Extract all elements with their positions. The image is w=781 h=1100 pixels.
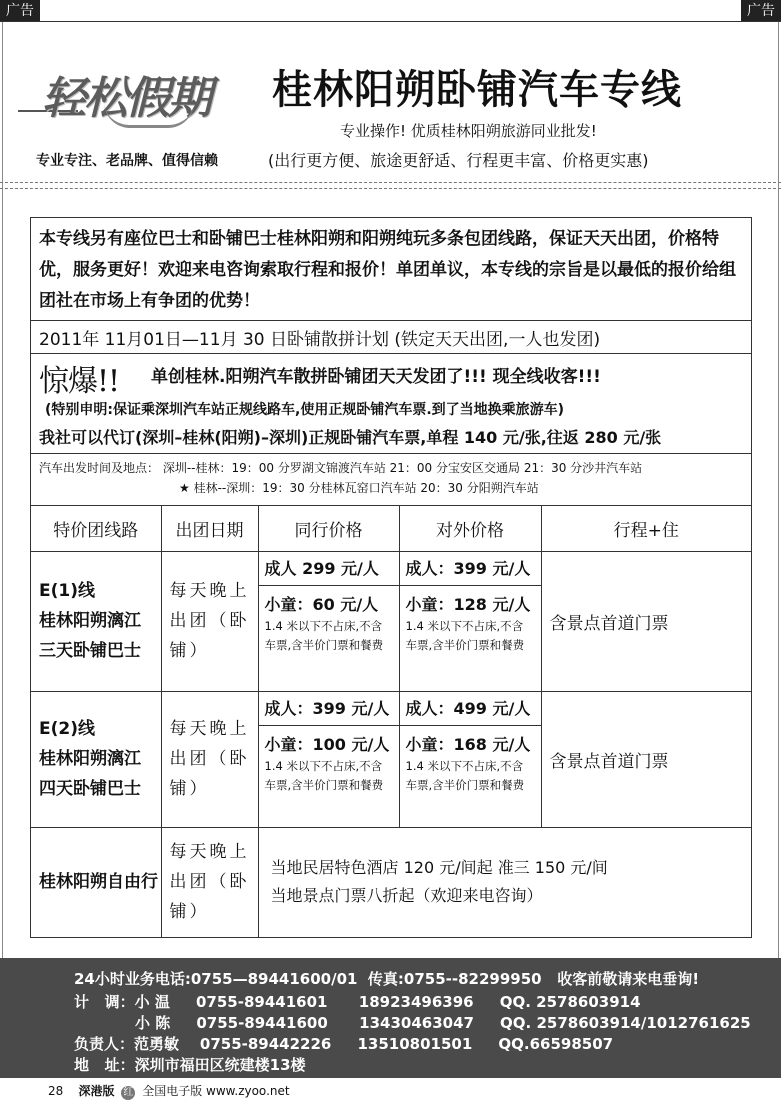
route-cell xyxy=(31,551,161,691)
schedule-line: 汽车出发时间及地点： 深圳--桂林：19：00 分罗湖文锦渡汽车站 21：00 分宝安区交通局 21：30 分沙井汽车站 xyxy=(39,461,643,475)
depart-cell: 每天晚上出团（卧铺） xyxy=(161,551,258,691)
page-number: 28 xyxy=(48,1084,64,1098)
free-info-cell xyxy=(258,827,751,937)
plan-line: 2011年 11月01日—11月 30 日卧铺散拼计划 (铁定天天出团,一人也发团) xyxy=(31,321,751,354)
promo-section xyxy=(31,354,751,454)
brand-logo xyxy=(14,40,244,140)
route-name: 桂林阳朔漓江 xyxy=(39,749,141,769)
child-note: 1.4 米以下不占床,不含车票,含半价门票和餐费 xyxy=(264,618,384,652)
logo-swirl xyxy=(104,102,194,128)
page-footer xyxy=(0,1078,781,1100)
edition-badge: 红 xyxy=(123,1087,134,1098)
col-header: 对外价格 xyxy=(399,506,541,551)
public-adult-price: 成人：399 元/人 xyxy=(400,552,541,586)
promo-ticket: 我社可以代订(深圳–桂林(阳朔)–深圳)正规卧铺汽车票,单程 140 元/张,往返 280 元/张 xyxy=(39,428,662,447)
child-note: 1.4 米以下不占床,不含车票,含半价门票和餐费 xyxy=(264,758,384,792)
route-name: 桂林阳朔漓江 xyxy=(39,611,141,631)
route-type: 三天卧铺巴士 xyxy=(39,641,141,661)
divider xyxy=(0,188,781,189)
hotline: 24小时业务电话:0755—89441600/01 传真:0755--82299950 收客前敬请来电垂询! xyxy=(74,970,700,988)
depart-cell: 每天晚上出团（卧铺） xyxy=(161,827,258,937)
page-title: 桂林阳朔卧铺汽车专线 xyxy=(272,67,682,113)
table-row xyxy=(31,691,751,827)
ad-label-left: 广告 xyxy=(0,0,40,22)
table-row xyxy=(31,827,751,937)
manager-line: 负责人：范勇敏 0755-89442226 13510801501 QQ.66598507 xyxy=(74,1035,614,1053)
route-table xyxy=(31,506,751,937)
include-cell: 含景点首道门票 xyxy=(541,551,751,691)
free-info-line: 当地景点门票八折起（欢迎来电咨询） xyxy=(270,886,543,906)
public-price-cell xyxy=(399,551,541,691)
subtitle: 专业操作! 优质桂林阳朔旅游同业批发! xyxy=(340,122,597,140)
peer-adult-price: 成人：399 元/人 xyxy=(259,692,399,726)
child-note: 1.4 米以下不占床,不含车票,含半价门票和餐费 xyxy=(405,758,525,792)
schedule-line: ★ 桂林--深圳：19：30 分桂林瓦窑口汽车站 20：30 分阳朔汽车站 xyxy=(179,481,539,495)
route-cell: 桂林阳朔自由行 xyxy=(31,827,161,937)
contact-line: 小 陈 0755-89441600 13430463047 QQ. 2578603914/1012761625 xyxy=(135,1014,751,1032)
route-cell xyxy=(31,691,161,827)
peer-child-price: 小童：100 元/人 xyxy=(264,734,390,754)
schedule xyxy=(31,454,751,506)
content-box xyxy=(30,217,752,938)
site-link[interactable]: 全国电子版 www.zyoo.net xyxy=(142,1084,290,1098)
table-header-row xyxy=(31,506,751,551)
route-code: E(1)线 xyxy=(39,581,95,601)
features-line: (出行更方便、旅途更舒适、行程更丰富、价格更实惠) xyxy=(268,151,649,170)
col-header: 同行价格 xyxy=(258,506,399,551)
free-info-line: 当地民居特色酒店 120 元/间起 准三 150 元/间 xyxy=(270,858,608,878)
contact-footer xyxy=(0,958,781,1078)
public-price-cell xyxy=(399,691,541,827)
col-header: 特价团线路 xyxy=(31,506,161,551)
intro-text: 本专线另有座位巴士和卧铺巴士桂林阳朔和阳朔纯玩多条包团线路，保证天天出团，价格特优，服务更好！欢迎来电咨询索取行程和报价！单团单议，本专线的宗旨是以最低的报价给组团社在市场上有争团的优势！ xyxy=(31,218,751,321)
promo-headline: 单创桂林.阳朔汽车散拼卧铺团天天发团了!!! 现全线收客!!! xyxy=(151,367,601,387)
route-code: E(2)线 xyxy=(39,719,95,739)
col-header: 出团日期 xyxy=(161,506,258,551)
ad-label-right: 广告 xyxy=(741,0,781,22)
depart-cell: 每天晚上出团（卧铺） xyxy=(161,691,258,827)
child-note: 1.4 米以下不占床,不含车票,含半价门票和餐费 xyxy=(405,618,525,652)
route-type: 四天卧铺巴士 xyxy=(39,779,141,799)
include-cell: 含景点首道门票 xyxy=(541,691,751,827)
address-line: 地 址：深圳市福田区统建楼13楼 xyxy=(74,1056,306,1074)
public-child-price: 小童：168 元/人 xyxy=(405,734,531,754)
contact-line: 计 调：小 温 0755-89441601 18923496396 QQ. 2578603914 xyxy=(74,993,641,1011)
divider xyxy=(0,182,781,183)
public-adult-price: 成人：499 元/人 xyxy=(400,692,541,726)
promo-shock: 惊爆!! xyxy=(39,364,120,399)
slogan: 专业专注、老品牌、值得信赖 xyxy=(36,153,218,169)
peer-price-cell xyxy=(258,551,399,691)
peer-price-cell xyxy=(258,691,399,827)
col-header: 行程+住 xyxy=(541,506,751,551)
peer-child-price: 小童：60 元/人 xyxy=(264,594,379,614)
logo-text: 轻松假期 xyxy=(42,73,210,124)
edition-label: 深港版 xyxy=(78,1084,115,1098)
table-row xyxy=(31,551,751,691)
public-child-price: 小童：128 元/人 xyxy=(405,594,531,614)
promo-note: (特别申明:保证乘深圳汽车站正规线路车,使用正规卧铺汽车票.到了当地换乘旅游车) xyxy=(45,402,565,418)
peer-adult-price: 成人 299 元/人 xyxy=(259,552,399,586)
